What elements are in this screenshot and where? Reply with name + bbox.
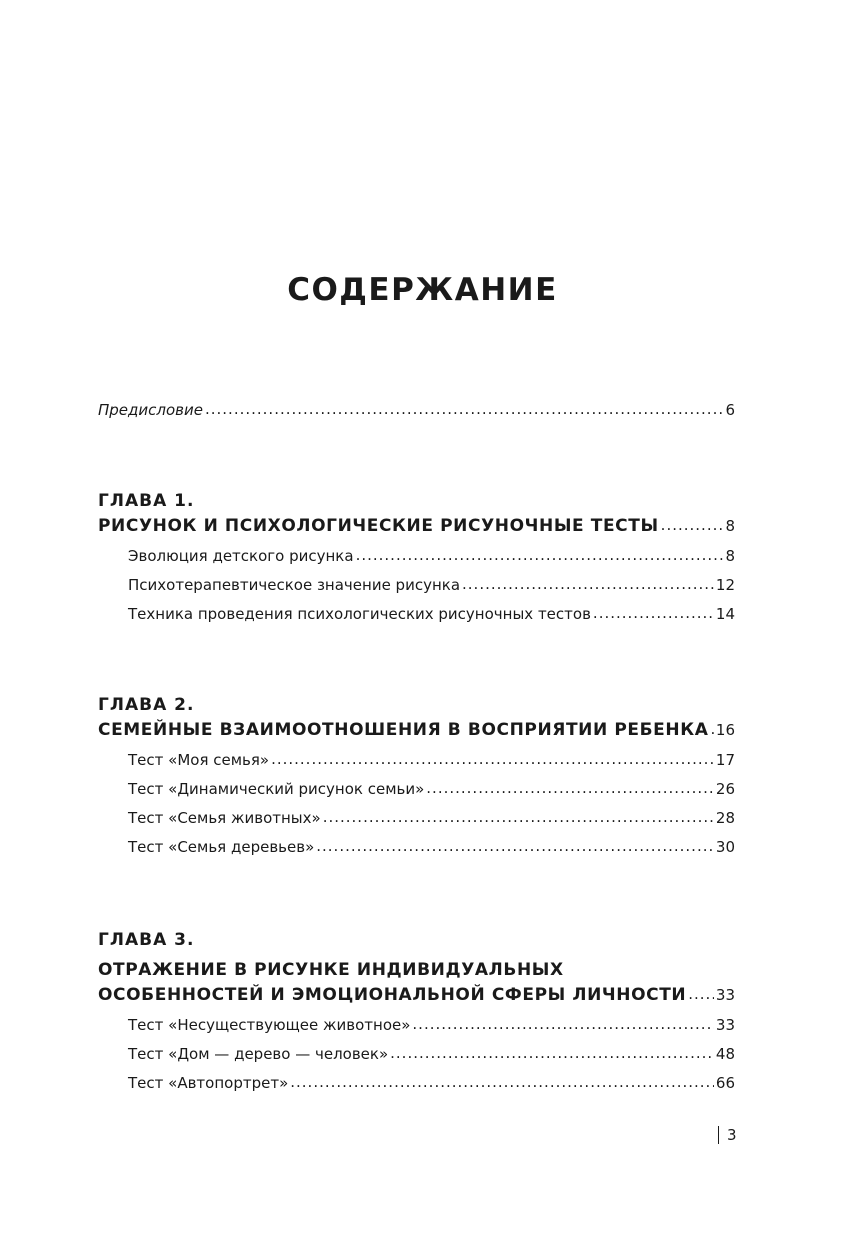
- toc-entry-page: 17: [715, 751, 735, 769]
- leader-dots: [426, 779, 714, 794]
- toc-entry-page: 28: [715, 809, 735, 827]
- toc-entry[interactable]: [98, 808, 735, 837]
- toc-entry-label: Тест «Моя семья»: [128, 751, 270, 769]
- toc-entry-label: Предисловие: [98, 401, 203, 419]
- toc-chapter-3: [98, 925, 735, 1102]
- leader-dots: [323, 808, 714, 823]
- leader-dots: [661, 516, 724, 531]
- chapter-title: СЕМЕЙНЫЕ ВЗАИМООТНОШЕНИЯ В ВОСПРИЯТИИ РЕБЕНКА: [98, 720, 709, 740]
- toc-entry[interactable]: [98, 1044, 735, 1073]
- leader-dots: [688, 985, 714, 1000]
- toc-entry-page: 14: [715, 605, 735, 623]
- leader-dots: [390, 1044, 714, 1059]
- toc-entry[interactable]: [98, 575, 735, 604]
- toc-entry-label: Тест «Несуществующее животное»: [128, 1016, 411, 1034]
- leader-dots: [205, 400, 723, 415]
- toc-entry-page: 66: [715, 1074, 735, 1092]
- leader-dots: [316, 837, 714, 852]
- toc-entry-label: Эволюция детского рисунка: [128, 547, 354, 565]
- chapter-title-entry[interactable]: [98, 516, 735, 546]
- toc-entry[interactable]: [98, 1073, 735, 1102]
- toc-entry-label: Тест «Семья деревьев»: [128, 838, 315, 856]
- toc-entry-label: Тест «Автопортрет»: [128, 1074, 289, 1092]
- leader-dots: [290, 1073, 714, 1088]
- chapter-title-line: ОТРАЖЕНИЕ В РИСУНКЕ ИНДИВИДУАЛЬНЫХ: [98, 960, 564, 980]
- chapter-heading: ГЛАВА 1.: [98, 491, 195, 511]
- toc-entry-page: 26: [715, 780, 735, 798]
- toc-entry-page: 33: [715, 1016, 735, 1034]
- toc-entry-label: Тест «Семья животных»: [128, 809, 321, 827]
- leader-dots: [593, 604, 714, 619]
- chapter-heading: ГЛАВА 2.: [98, 695, 195, 715]
- toc-entry[interactable]: [98, 604, 735, 633]
- chapter-title-entry[interactable]: [98, 985, 735, 1015]
- toc-preface: [98, 400, 735, 429]
- toc-entry-label: Психотерапевтическое значение рисунка: [128, 576, 461, 594]
- toc-entry-page: 33: [715, 986, 735, 1004]
- toc-entry[interactable]: [98, 779, 735, 808]
- toc-chapter-1: [98, 486, 735, 633]
- toc-entry[interactable]: [98, 1015, 735, 1044]
- toc-entry-label: Тест «Динамический рисунок семьи»: [128, 780, 425, 798]
- toc-entry-page: 8: [725, 547, 735, 565]
- toc-entry-label: Техника проведения психологических рисуночных тестов: [128, 605, 591, 623]
- toc-entry-page: 6: [725, 401, 735, 419]
- toc-entry-preface[interactable]: [98, 400, 735, 429]
- leader-dots: [710, 720, 713, 735]
- toc-entry-page: 48: [715, 1045, 735, 1063]
- leader-dots: [412, 1015, 714, 1030]
- toc-entry-page: 30: [715, 838, 735, 856]
- leader-dots: [356, 546, 724, 561]
- chapter-title: РИСУНОК И ПСИХОЛОГИЧЕСКИЕ РИСУНОЧНЫЕ ТЕСТЫ: [98, 516, 659, 536]
- chapter-heading: ГЛАВА 3.: [98, 930, 195, 950]
- chapter-title-entry[interactable]: [98, 720, 735, 750]
- page-title: СОДЕРЖАНИЕ: [287, 272, 558, 308]
- toc-entry-page: 16: [715, 721, 735, 739]
- toc-entry[interactable]: [98, 546, 735, 575]
- toc-entry[interactable]: [98, 837, 735, 866]
- toc-entry-label: Тест «Дом — дерево — человек»: [128, 1045, 389, 1063]
- toc-entry-page: 12: [715, 576, 735, 594]
- toc-entry[interactable]: [98, 750, 735, 779]
- leader-dots: [271, 750, 714, 765]
- leader-dots: [462, 575, 714, 590]
- chapter-title: ОСОБЕННОСТЕЙ И ЭМОЦИОНАЛЬНОЙ СФЕРЫ ЛИЧНОСТИ: [98, 985, 687, 1005]
- toc-entry-page: 8: [725, 517, 735, 535]
- toc-chapter-2: [98, 690, 735, 866]
- page-number: 3: [718, 1126, 737, 1144]
